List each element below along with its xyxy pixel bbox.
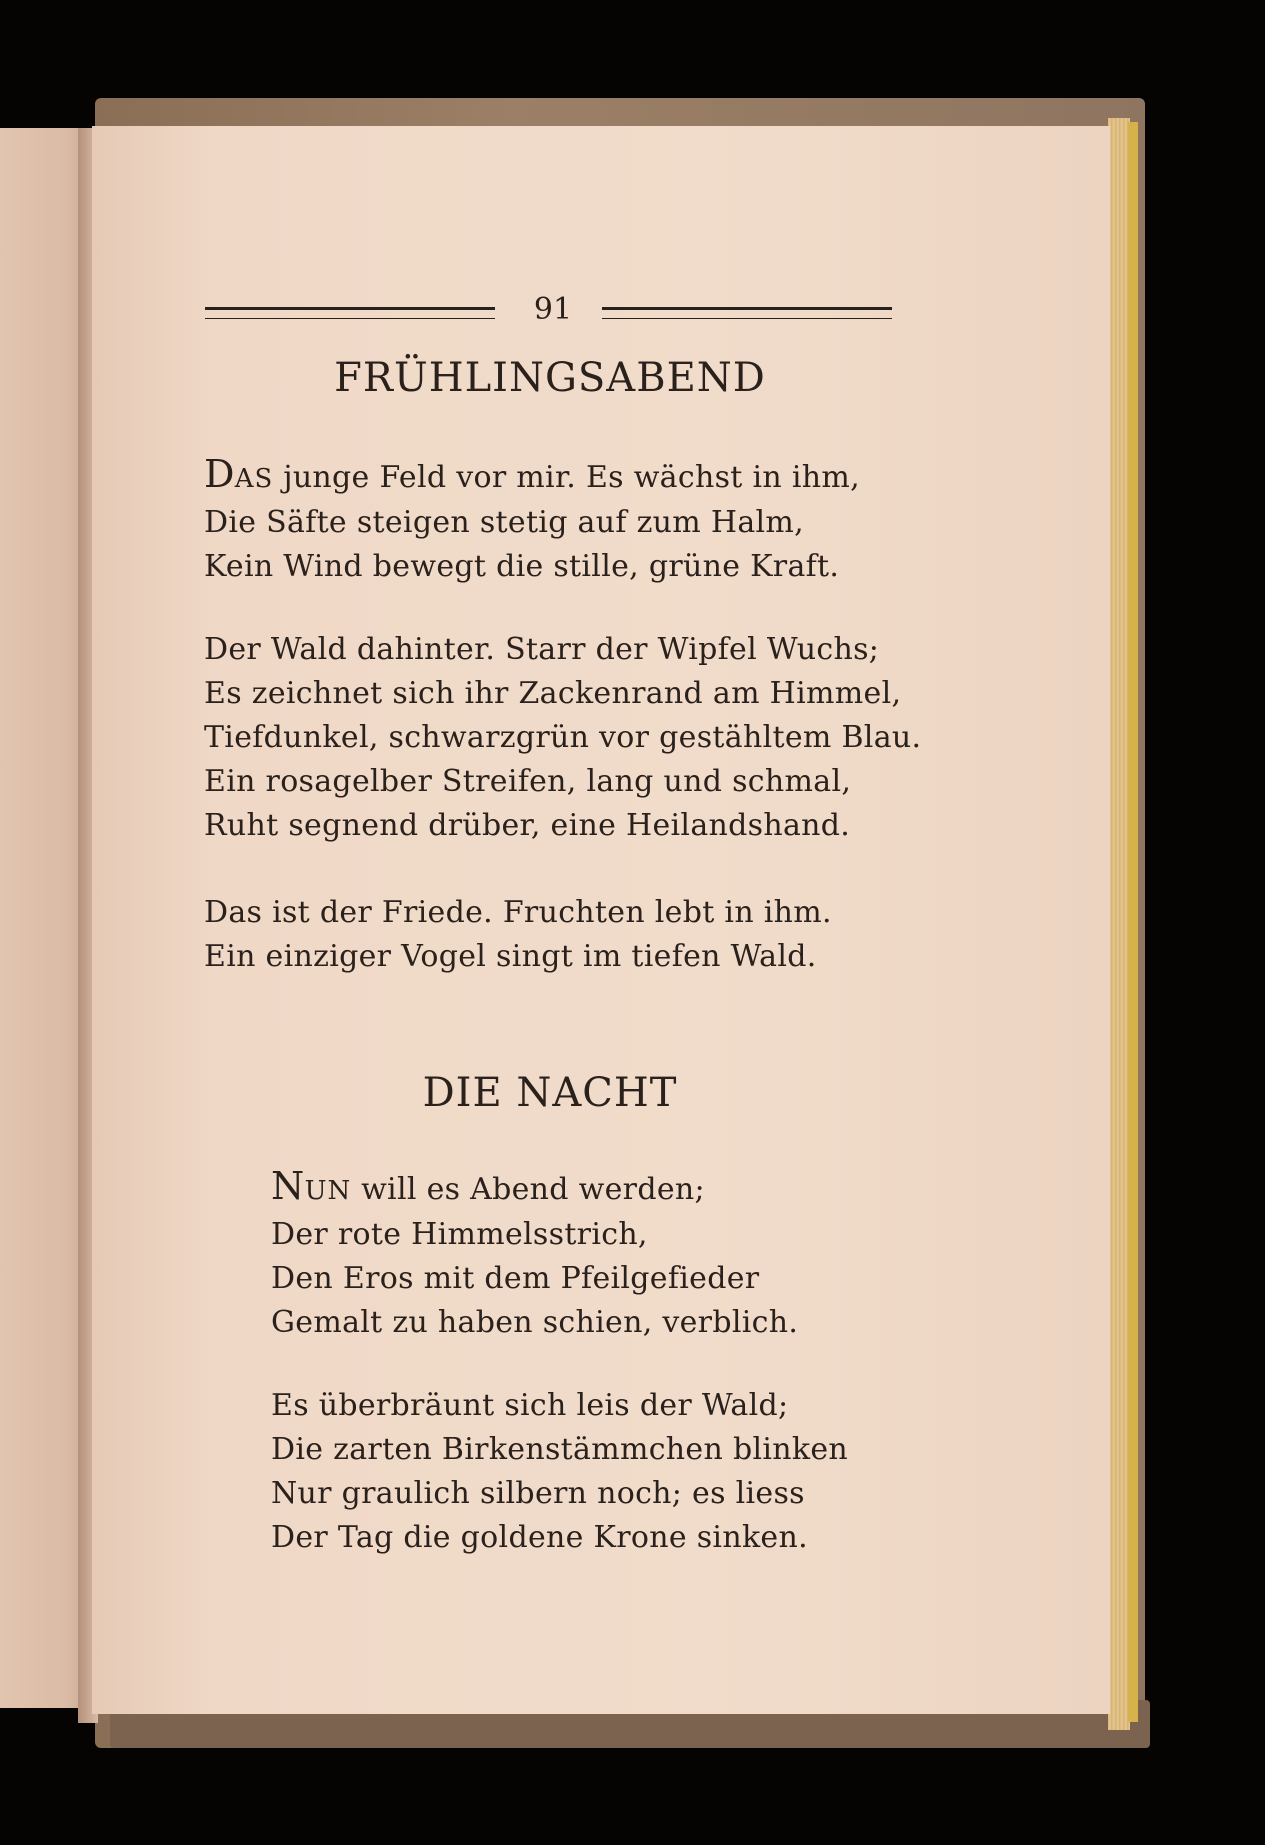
poem-line: Der Wald dahinter. Starr der Wipfel Wuchs; [204,632,880,667]
poem-line [204,452,860,501]
poem-stanza [271,1164,798,1345]
poem-title: FRÜHLINGSABEND [334,355,766,401]
poem-stanza [204,628,921,848]
poem-line: Der Tag die goldene Krone sinken. [271,1520,808,1555]
header-rule-left [205,307,495,319]
poem-stanza [271,1384,848,1560]
poem-line: Gemalt zu haben schien, verblich. [271,1305,799,1340]
poem-line [271,1164,798,1213]
poem-line: Das ist der Friede. Fruchten lebt in ihm. [204,895,832,930]
poem-line: Ein einziger Vogel singt im tiefen Wald. [204,939,817,974]
small-caps-word: AS [234,464,274,494]
poem-line: Ein rosagelber Streifen, lang und schmal, [204,764,852,799]
page-header [205,290,893,330]
poem-line: Es überbräunt sich leis der Wald; [271,1388,789,1423]
poem-line: Tiefdunkel, schwarzgrün vor gestähltem Blau. [204,720,922,755]
line-text: will es Abend werden; [351,1172,705,1207]
poem-title: DIE NACHT [422,1070,678,1116]
page-number: 91 [533,292,573,327]
line-text: junge Feld vor mir. Es wächst in ihm, [273,460,860,495]
poem-stanza [204,891,832,979]
poem-line: Kein Wind bewegt die stille, grüne Kraft. [204,549,840,584]
initial-capital: N [271,1164,305,1208]
initial-capital: D [204,452,235,496]
poem-line: Den Eros mit dem Pfeilgefieder [271,1261,760,1296]
small-caps-word: UN [304,1176,352,1206]
header-rule-right [602,307,892,319]
poem-line: Die Säfte steigen stetig auf zum Halm, [204,505,805,540]
poem-line: Die zarten Birkenstämmchen blinken [271,1432,849,1467]
poem-stanza [204,452,860,589]
poem-line: Der rote Himmelsstrich, [271,1217,648,1252]
poem-line: Ruht segnend drüber, eine Heilandshand. [204,808,851,843]
poem-line: Es zeichnet sich ihr Zackenrand am Himmel, [204,676,902,711]
poem-line: Nur graulich silbern noch; es liess [271,1476,805,1511]
